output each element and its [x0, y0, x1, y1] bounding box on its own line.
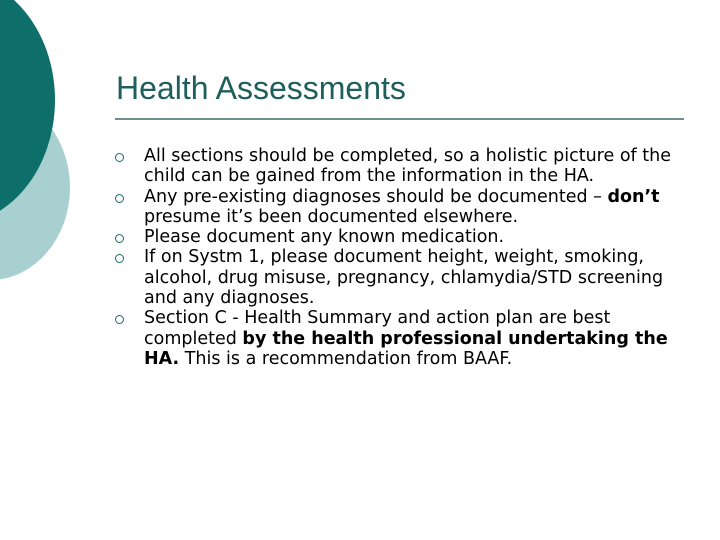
- bullet-circle-icon: [115, 234, 124, 243]
- bullet-text-post: presume it’s been documented elsewhere.: [144, 206, 519, 227]
- bullet-circle-icon: [115, 254, 124, 263]
- title-underline: [115, 118, 684, 120]
- bullet-item: [113, 146, 693, 187]
- bullet-item: [113, 187, 693, 228]
- bullet-text-bold: by the health professional undertaking the HA.: [144, 328, 668, 369]
- bullet-circle-icon: [115, 153, 124, 162]
- bullet-text: Please document any known medication.: [144, 227, 505, 248]
- bullet-text: If on Systm 1, please document height, weight, smoking, alcohol, drug misuse, pregnancy, chlamydia/STD screening and any diagnoses.: [144, 247, 664, 309]
- bullet-item: [113, 247, 693, 308]
- bullet-item: [113, 227, 693, 247]
- bullet-circle-icon: [115, 315, 124, 324]
- bullet-item: [113, 308, 693, 369]
- bullet-text-pre: Section C - Health Summary and action plan are best completed: [144, 308, 611, 349]
- bullet-circle-icon: [115, 194, 124, 203]
- bullet-text-post: This is a recommendation from BAAF.: [179, 348, 513, 369]
- slide-title: Health Assessments: [116, 70, 406, 106]
- bullet-text-pre: Any pre-existing diagnoses should be documented –: [144, 186, 608, 207]
- bullet-text-bold: don’t: [607, 186, 660, 207]
- bullet-text: All sections should be completed, so a holistic picture of the child can be gained from the information in the HA.: [144, 146, 671, 187]
- bullet-list: [113, 146, 693, 369]
